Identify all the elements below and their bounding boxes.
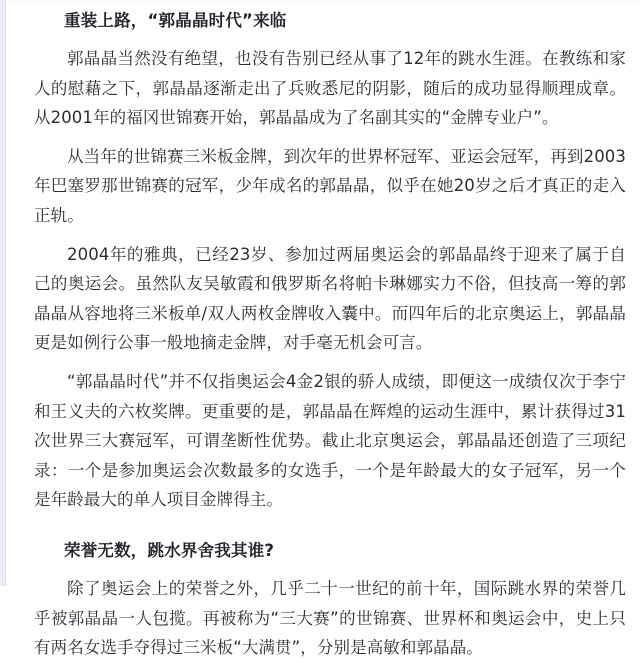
block-spacer (34, 566, 626, 574)
block-spacer (34, 231, 626, 240)
section-heading-1: 重装上路，“郭晶晶时代”来临 (64, 11, 287, 30)
paragraph-2: 从当年的世锦赛三米板金牌，到次年的世界杯冠军、亚运会冠军，再到2003年巴塞罗那世锦赛的冠军，少年成名的郭晶晶，似乎在她20岁之后才真正的走入正轨。 (34, 146, 626, 225)
article-body (6, 0, 640, 658)
paragraph-5: 除了奥运会上的荣誉之外，几乎二十一世纪的前十年，国际跳水界的荣誉几乎被郭晶晶一人包揽。再被称为“三大赛”的世锦赛、世界杯和奥运会中，史上只有两名女选手夺得过三米板“大满贯”，分别是高敏和郭晶晶。 (34, 578, 626, 658)
block-spacer (34, 133, 626, 142)
paragraph-1: 郭晶晶当然没有绝望，也没有告别已经从事了12年的跳水生涯。在教练和家人的慰藉之下，郭晶晶逐渐走出了兵败悉尼的阴影，随后的成功显得顺理成章。从2001年的福冈世锦赛开始，郭晶晶成为了名副其实的“金牌专业户”。 (34, 49, 626, 128)
paragraph-4: “郭晶晶时代”并不仅指奥运会4金2银的骄人成绩，即便这一成绩仅次于李宁和王义夫的六枚奖牌。更重要的是，郭晶晶在辉煌的运动生涯中，累计获得过31次世界三大赛冠军，可谓垄断性优势。截止北京奥运会，郭晶晶还创造了三项纪录：一个是参加奥运会次数最多的女选手，一个是年龄最大的女子冠军，另一个是年龄最大的单人项目金牌得主。 (34, 371, 626, 510)
block-spacer (34, 36, 626, 44)
paragraph-3: 2004年的雅典，已经23岁、参加过两届奥运会的郭晶晶终于迎来了属于自己的奥运会。虽然队友吴敏霞和俄罗斯名将帕卡琳娜实力不俗，但技高一筹的郭晶晶从容地将三米板单/双人两枚金牌收入囊中。而四年后的北京奥运上，郭晶晶更是如例行公事一般地摘走金牌，对手毫无机会可言。 (34, 244, 626, 353)
section-heading-2: 荣誉无数，跳水界舍我其谁? (64, 540, 275, 560)
block-spacer (34, 515, 626, 524)
block-spacer (34, 358, 626, 367)
